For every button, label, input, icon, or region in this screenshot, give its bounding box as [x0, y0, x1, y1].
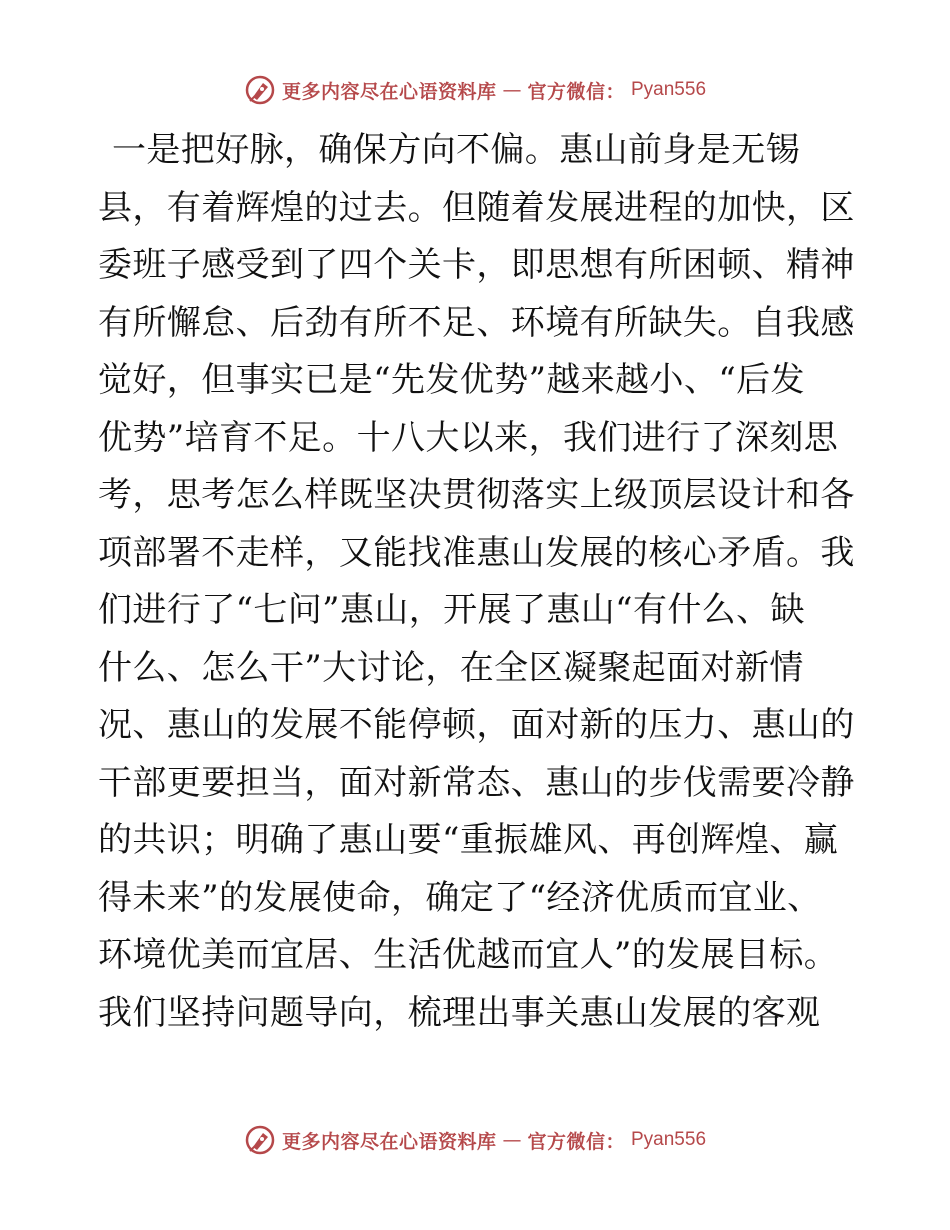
banner-wechat-label: 官方微信： — [527, 1130, 625, 1153]
banner-wechat-account: Pyan556 — [631, 79, 707, 100]
text-line: 况、惠山的发展不能停顿，面对新的压力、惠山的 — [98, 705, 855, 745]
text-line: 一是把好脉，确保方向不偏。惠山前身是无锡 — [112, 130, 800, 170]
text-line: 优势”培育不足。十八大以来，我们进行了深刻思 — [98, 417, 839, 458]
text-line: 有所懈怠、后劲有所不足、环境有所缺失。自我感 — [98, 302, 855, 343]
text-line: 县，有着辉煌的过去。但随着发展进程的加快，区 — [98, 187, 855, 228]
document-body — [98, 122, 858, 1042]
text-line: 我们坚持问题导向，梳理出事关惠山发展的客观 — [98, 992, 821, 1033]
banner-separator: — — [502, 79, 522, 101]
text-line: 委班子感受到了四个关卡，即思想有所困顿、精神 — [98, 245, 855, 285]
pen-nib-logo-icon — [244, 1124, 276, 1156]
text-line: 们进行了“七问”惠山，开展了惠山“有什么、缺 — [98, 590, 805, 630]
banner-site-name: 更多内容尽在心语资料库 — [281, 1130, 497, 1153]
pen-nib-logo-icon — [244, 74, 276, 106]
text-line: 什么、怎么干”大讨论，在全区凝聚起面对新情 — [98, 647, 804, 688]
banner-site-name: 更多内容尽在心语资料库 — [281, 80, 497, 103]
text-line: 项部署不走样，又能找准惠山发展的核心矛盾。我 — [98, 532, 855, 573]
text-line: 得未来”的发展使命，确定了“经济优质而宜业、 — [98, 877, 822, 918]
banner-wechat-account: Pyan556 — [631, 1129, 707, 1150]
banner-separator: — — [502, 1129, 522, 1151]
header-banner — [0, 70, 950, 110]
text-line: 环境优美而宜居、生活优越而宜人”的发展目标。 — [98, 935, 839, 975]
banner-wechat-label: 官方微信： — [527, 80, 625, 103]
text-line: 觉好，但事实已是“先发优势”越来越小、“后发 — [98, 360, 805, 400]
text-line: 的共识；明确了惠山要“重振雄风、再创辉煌、赢 — [98, 820, 839, 860]
text-line: 干部更要担当，面对新常态、惠山的步伐需要冷静 — [98, 762, 855, 803]
footer-banner — [0, 1120, 950, 1160]
text-line: 考，思考怎么样既坚决贯彻落实上级顶层设计和各 — [98, 475, 855, 515]
